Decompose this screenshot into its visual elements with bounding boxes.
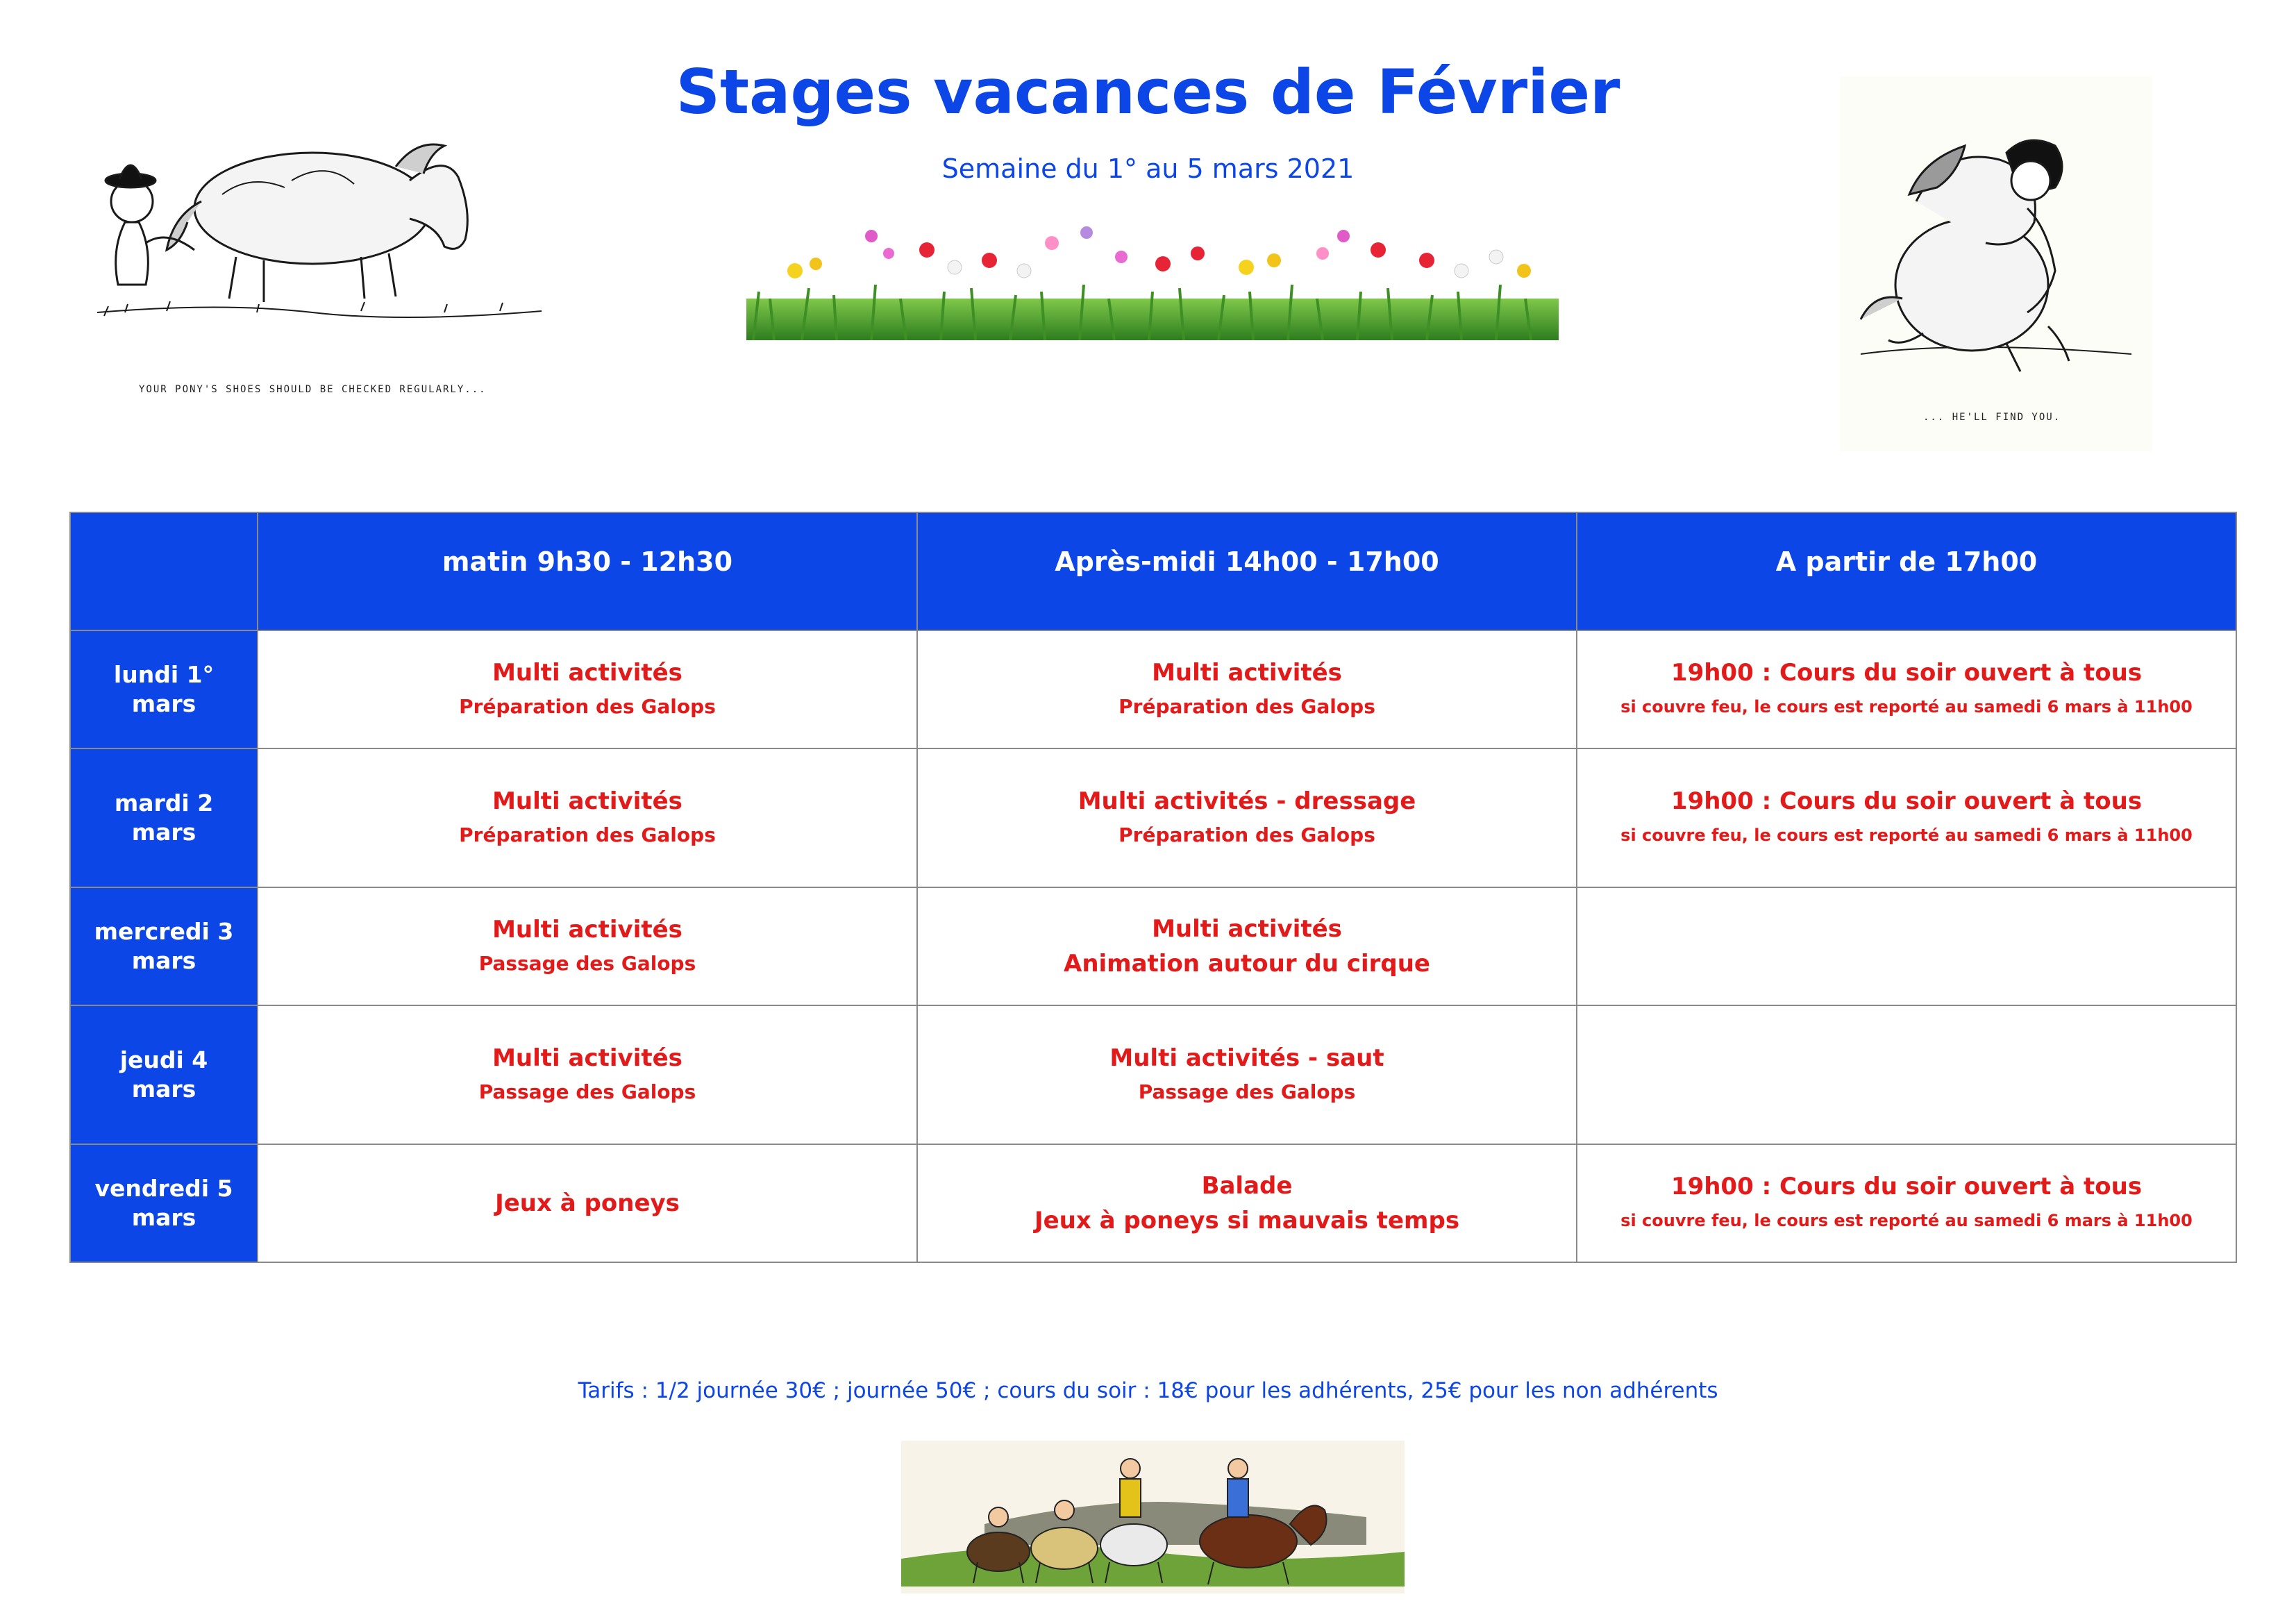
activity-title: 19h00 : Cours du soir ouvert à tous [1670, 787, 2143, 815]
right-illustration-caption: ... HE'LL FIND YOU. [1923, 412, 2061, 423]
activity-detail: Préparation des Galops [1118, 823, 1375, 846]
evening-cell [1577, 748, 2236, 887]
table-row [70, 1005, 2236, 1144]
morning-cell [258, 748, 917, 887]
day-cell [70, 630, 258, 748]
table-header-row [70, 512, 2236, 630]
activity-title: 19h00 : Cours du soir ouvert à tous [1670, 659, 2143, 687]
column-header-morning: matin 9h30 - 12h30 [258, 512, 917, 630]
day-cell [70, 887, 258, 1005]
activity-detail: Passage des Galops [478, 1080, 696, 1103]
column-header-empty [70, 512, 258, 630]
activity-title: 19h00 : Cours du soir ouvert à tous [1670, 1173, 2143, 1200]
ponies-parade-illustration [901, 1441, 1405, 1593]
activity-title: Multi activités [492, 659, 682, 687]
table-row [70, 1144, 2236, 1262]
activity-title: Multi activités - dressage [1078, 787, 1416, 815]
morning-cell [258, 1005, 917, 1144]
evening-cell [1577, 1144, 2236, 1262]
activity-title: Multi activités [1152, 915, 1342, 943]
activity-title-line2: Animation autour du cirque [1064, 950, 1430, 978]
activity-title: Multi activités - saut [1109, 1044, 1384, 1072]
day-name: lundi 1° [113, 661, 215, 688]
column-header-afternoon: Après-midi 14h00 - 17h00 [917, 512, 1577, 630]
evening-cell-empty [1577, 887, 2236, 1005]
activity-detail: si couvre feu, le cours est reporté au samedi 6 mars à 11h00 [1620, 826, 2193, 845]
activity-title: Balade [1201, 1172, 1293, 1200]
pony-shoeing-illustration [83, 104, 555, 403]
day-cell [70, 748, 258, 887]
pony-rider-illustration [1840, 76, 2152, 451]
schedule-table [69, 512, 2237, 1263]
afternoon-cell [917, 748, 1577, 887]
table-row [70, 748, 2236, 887]
activity-detail: Passage des Galops [1138, 1080, 1356, 1103]
activity-detail: si couvre feu, le cours est reporté au samedi 6 mars à 11h00 [1620, 697, 2193, 717]
activity-title: Multi activités [492, 787, 682, 815]
day-month: mars [131, 1075, 196, 1103]
activity-title: Multi activités [492, 916, 682, 944]
day-name: mardi 2 [114, 789, 214, 817]
table-row [70, 630, 2236, 748]
table-row [70, 887, 2236, 1005]
activity-title: Multi activités [492, 1044, 682, 1072]
day-name: vendredi 5 [94, 1175, 233, 1202]
activity-detail: Préparation des Galops [1118, 695, 1375, 718]
day-month: mars [131, 1204, 196, 1231]
page-subtitle: Semaine du 1° au 5 mars 2021 [941, 153, 1355, 184]
flowers-grass-banner [746, 222, 1559, 340]
evening-cell [1577, 630, 2236, 748]
day-month: mars [131, 947, 196, 974]
left-illustration-caption: YOUR PONY'S SHOES SHOULD BE CHECKED REGULARLY... [139, 384, 487, 395]
day-month: mars [131, 819, 196, 846]
morning-cell [258, 630, 917, 748]
activity-detail: Préparation des Galops [459, 695, 716, 718]
day-cell [70, 1005, 258, 1144]
column-header-evening: A partir de 17h00 [1577, 512, 2236, 630]
activity-detail: Préparation des Galops [459, 823, 716, 846]
afternoon-cell [917, 1005, 1577, 1144]
activity-title-line2: Jeux à poneys si mauvais temps [1034, 1207, 1460, 1234]
morning-cell [258, 1144, 917, 1262]
pricing-note: Tarifs : 1/2 journée 30€ ; journée 50€ ; cours du soir : 18€ pour les adhérents, 25€ pour les non adhérents [578, 1378, 1718, 1403]
morning-cell [258, 887, 917, 1005]
afternoon-cell [917, 887, 1577, 1005]
afternoon-cell [917, 630, 1577, 748]
afternoon-cell [917, 1144, 1577, 1262]
evening-cell-empty [1577, 1005, 2236, 1144]
activity-title: Jeux à poneys [495, 1189, 680, 1217]
activity-detail: si couvre feu, le cours est reporté au samedi 6 mars à 11h00 [1620, 1211, 2193, 1230]
page-title: Stages vacances de Février [676, 56, 1620, 128]
activity-title: Multi activités [1152, 659, 1342, 687]
day-name: mercredi 3 [94, 918, 234, 945]
day-cell [70, 1144, 258, 1262]
day-month: mars [131, 690, 196, 717]
activity-detail: Passage des Galops [478, 952, 696, 975]
day-name: jeudi 4 [119, 1046, 208, 1073]
